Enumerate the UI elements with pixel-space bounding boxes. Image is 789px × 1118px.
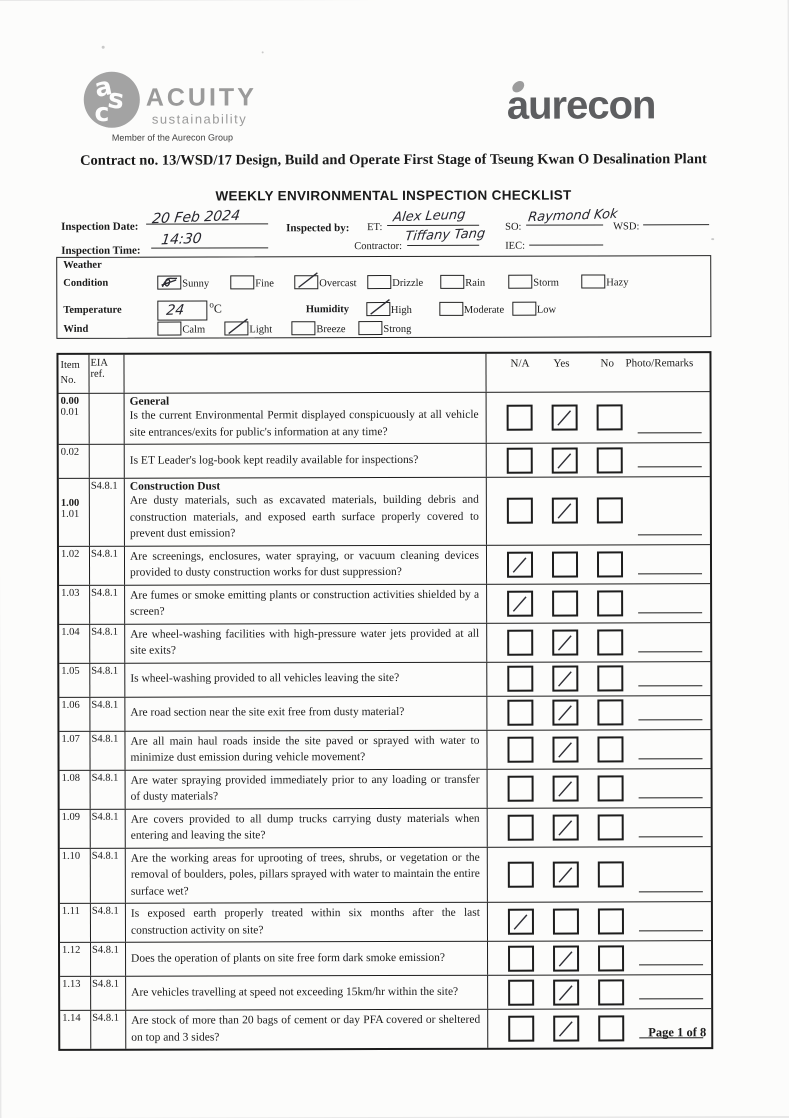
weather-title: Weather (63, 259, 102, 271)
header-item-no: Item No. (58, 355, 89, 393)
eia-ref-cell: S4.8.1 (91, 977, 126, 1010)
checkbox-yes (553, 861, 579, 887)
checkbox-yes (552, 736, 578, 762)
checkmark-icon (555, 1018, 577, 1040)
remarks-line (639, 998, 703, 999)
checklist-row (59, 695, 710, 731)
checks-cell (488, 902, 711, 941)
temperature-label: Temperature (63, 304, 122, 316)
weather-option-label: Moderate (463, 304, 505, 316)
checkmark-icon (555, 816, 577, 838)
contractor-handwriting: Tiffany Tang (404, 226, 487, 245)
weather-option-label: Overcast (319, 278, 357, 290)
checks-cell (487, 696, 710, 730)
weather-wind-row (63, 321, 425, 336)
degree-symbol: o (209, 298, 214, 309)
checkbox-na (508, 775, 534, 801)
checklist-table (56, 351, 713, 1051)
checkbox-na (507, 498, 533, 524)
question-text: Are screenings, enclosures, water spraying, or vacuum cleaning devices provided to dusty construction works for dust suppression? (129, 549, 480, 579)
eia-ref-cell: S4.8.1 (91, 904, 126, 942)
checkbox-na (507, 590, 533, 616)
remarks-line (639, 836, 703, 837)
checklist-row (59, 729, 710, 770)
checks-cell (488, 808, 711, 847)
checklist-row (60, 846, 711, 903)
weather-checkbox (440, 275, 464, 289)
checkmark-icon (554, 500, 576, 522)
checkbox-no (597, 404, 623, 430)
remarks-line (639, 930, 703, 931)
checks-cell (487, 662, 710, 696)
weather-section (56, 255, 711, 339)
weather-option-label: Light (249, 324, 273, 336)
checkbox-no (598, 908, 624, 934)
checklist-row (59, 442, 710, 478)
checkmark-icon (510, 911, 532, 933)
svg-text:c: c (94, 98, 110, 128)
weather-option (508, 275, 581, 289)
checks-cell (488, 941, 711, 975)
item-no: 1.02 (60, 548, 80, 560)
condition-label: Condition (63, 277, 109, 289)
checkbox-yes (552, 666, 578, 692)
question-text: Does the operation of plants on site free form dark smoke emission? (131, 951, 445, 965)
item-no-cell (60, 809, 91, 847)
checks-cell (487, 623, 710, 662)
et-handwriting: Alex Leung (392, 207, 467, 226)
checks-cell (487, 730, 710, 769)
checkmark-icon (554, 631, 576, 653)
remarks-line (638, 685, 702, 686)
checkbox-no (597, 699, 623, 725)
header-no: No (600, 357, 614, 370)
weather-option-label: Breeze (316, 324, 346, 336)
checkbox-no (598, 775, 624, 801)
checkbox-no (597, 551, 623, 577)
weather-checkbox (367, 275, 391, 289)
checklist-row (59, 583, 710, 624)
remarks-line (638, 573, 702, 574)
question-text: Are all main haul roads inside the site paved or sprayed with water to minimize dust emission during vehicle movement? (130, 734, 480, 764)
checkbox-yes (553, 1016, 579, 1042)
item-no: 1.11 (61, 905, 80, 917)
iec-field (529, 229, 603, 245)
question-text: Are wheel-washing facilities with high-pressure water jets provided at all site exits? (130, 627, 480, 657)
item-no: 1.07 (61, 733, 80, 745)
so-handwriting: Raymond Kok (527, 206, 619, 226)
checklist-row (60, 807, 711, 848)
item-no: 1.08 (61, 772, 80, 784)
item-no: 1.04 (61, 626, 80, 638)
checklist-row (60, 1008, 711, 1049)
temperature-unit (209, 299, 222, 316)
checkmark-icon (554, 407, 576, 429)
question-cell (125, 696, 487, 730)
question-text: Are vehicles travelling at speed not exceeding 15km/hr within the site? (131, 985, 459, 999)
weather-checkbox (157, 276, 181, 290)
checklist-row (59, 391, 710, 444)
item-no: 1.06 (61, 699, 80, 711)
weather-option (294, 275, 367, 289)
checks-cell (488, 769, 711, 808)
temperature-field (157, 300, 207, 320)
eia-ref-cell (90, 394, 125, 444)
checkbox-na (507, 736, 533, 762)
section-heading: Construction Dust (129, 480, 221, 493)
temperature-handwriting: 24 (165, 302, 186, 319)
checkmark-icon (509, 553, 531, 575)
checkmark-icon (509, 592, 531, 614)
item-no-cell (59, 624, 90, 662)
weather-option-label: Sunny (182, 278, 210, 290)
question-text: Are fumes or smoke emitting plants or construction activities shielded by a screen? (130, 588, 480, 618)
inspection-date-handwriting: 20 Feb 2024 (151, 207, 241, 228)
svg-text:s: s (105, 83, 127, 117)
item-no-section: 1.00 (60, 497, 80, 509)
item-no: 1.14 (62, 1012, 81, 1024)
checklist-row (60, 940, 711, 976)
eia-ref-cell: S4.8.1 (90, 663, 125, 696)
acuity-wordmark: ACUITY (145, 83, 257, 112)
question-cell (125, 623, 487, 662)
wsd-field (643, 209, 709, 225)
question-text: Are water spraying provided immediately prior to any loading or transfer of dusty materials? (130, 773, 480, 803)
question-text: Is ET Leader's log-book kept readily available for inspections? (129, 453, 419, 467)
question-cell (126, 769, 488, 808)
checkbox-yes (552, 405, 578, 431)
checklist-row (60, 901, 711, 942)
item-no: 1.13 (62, 978, 81, 990)
item-no-cell (59, 663, 90, 696)
question-cell (126, 1010, 488, 1049)
item-no-cell (60, 977, 91, 1010)
checkbox-na (507, 405, 533, 431)
checkbox-no (598, 861, 624, 887)
item-no: 1.03 (61, 587, 80, 599)
weather-option-label: Drizzle (392, 277, 424, 290)
remarks-line (639, 964, 703, 965)
checks-cell (487, 584, 710, 623)
header-checks-col (486, 353, 709, 392)
checkmark-icon (554, 449, 576, 471)
checklist-row (59, 661, 710, 697)
weather-option (439, 302, 512, 316)
question-cell (125, 662, 487, 696)
question-cell (125, 444, 487, 478)
weather-option (512, 302, 585, 316)
contract-title: Contract no. 13/WSD/17 Design, Build and Operate First Stage of Tseung Kwan O Desalination Plant (80, 151, 707, 169)
weather-option (291, 321, 358, 335)
weather-checkbox (157, 322, 181, 336)
checkmark-icon (554, 702, 576, 724)
weather-checkbox (581, 274, 605, 288)
svg-text:a: a (91, 71, 115, 104)
question-cell (126, 808, 488, 847)
weather-checkbox (291, 321, 315, 335)
weather-option-label: High (390, 304, 412, 317)
remarks-line (638, 534, 702, 535)
header-yes: Yes (553, 357, 570, 370)
item-no-cell (60, 943, 91, 976)
weather-option-label: Storm (533, 277, 559, 289)
checkbox-yes (553, 814, 579, 840)
remarks-line (638, 466, 702, 467)
remarks-line (638, 719, 702, 720)
checkmark-icon (225, 322, 247, 334)
aurecon-wordmark: aurecon (506, 83, 656, 128)
eia-ref-cell: S4.8.1 (91, 1011, 126, 1049)
checkbox-na (507, 629, 533, 655)
checks-cell (488, 975, 711, 1009)
checkmark-icon (555, 981, 577, 1003)
weather-checkbox (439, 302, 463, 316)
humidity-label: Humidity (305, 303, 350, 315)
item-no-cell (59, 479, 90, 546)
remarks-line (638, 651, 702, 652)
eia-ref-cell: S4.8.1 (91, 770, 126, 808)
checkbox-no (598, 1015, 624, 1041)
item-no-cell (60, 1011, 91, 1049)
weather-option (157, 321, 224, 335)
remarks-line (639, 797, 703, 798)
weather-checkbox (294, 275, 318, 289)
question-text: Is the current Environmental Permit displayed conspicuously at all vehicle site entrances/exits for public's information at any time? (129, 408, 479, 439)
weather-checkbox (366, 302, 390, 316)
item-no: 0.01 (60, 406, 80, 418)
checkmark-icon (554, 668, 576, 690)
inspection-time-label: Inspection Time: (61, 244, 141, 257)
checklist-row (60, 974, 711, 1010)
inspected-by-label: Inspected by: (286, 222, 350, 235)
weather-option (367, 275, 440, 289)
eia-ref-cell (90, 445, 125, 478)
question-cell (125, 584, 487, 623)
question-cell (125, 730, 487, 769)
checkbox-na (508, 814, 534, 840)
checklist-row (59, 476, 710, 545)
eia-ref-cell: S4.8.1 (90, 479, 125, 546)
inspection-time-handwriting: 14:30 (160, 230, 203, 249)
checkbox-yes (553, 979, 579, 1005)
header-na: N/A (510, 357, 530, 370)
checkbox-yes (553, 775, 579, 801)
item-no-cell (59, 585, 90, 623)
celsius-symbol: C (213, 300, 222, 315)
wsd-label: WSD: (613, 221, 640, 233)
item-no: 1.05 (61, 665, 80, 677)
item-no-cell (60, 770, 91, 808)
scribble-check-icon (158, 277, 180, 289)
remarks-line (639, 758, 703, 759)
item-no-cell (60, 904, 91, 942)
acuity-member-label: Member of the Aurecon Group (111, 132, 233, 143)
section-heading: General (129, 395, 170, 408)
acuity-sustainability-label: sustainability (151, 111, 248, 127)
so-label: SO: (505, 221, 522, 233)
header-photo-remarks: Photo/Remarks (625, 357, 694, 370)
checkbox-no (597, 629, 623, 655)
checkbox-no (598, 979, 624, 1005)
checklist-row (59, 544, 710, 585)
item-no-cell (59, 731, 90, 769)
weather-option (366, 302, 439, 316)
item-no-cell (59, 546, 90, 584)
checks-cell (487, 392, 710, 443)
item-no: 1.10 (61, 850, 81, 862)
weather-checkbox (230, 275, 254, 289)
question-cell (125, 545, 487, 584)
checkbox-na (508, 861, 534, 887)
checkmark-icon (555, 863, 577, 885)
eia-ref-cell: S4.8.1 (90, 546, 125, 584)
checkbox-yes (553, 909, 579, 935)
weather-option (440, 275, 508, 289)
checkbox-yes (552, 700, 578, 726)
question-cell (126, 976, 488, 1010)
weather-option (157, 275, 230, 289)
checkbox-no (597, 736, 623, 762)
checkbox-na (507, 700, 533, 726)
checkbox-na (507, 447, 533, 473)
checks-cell (487, 545, 710, 584)
checkmark-icon (555, 777, 577, 799)
checkbox-yes (552, 590, 578, 616)
eia-ref-cell: S4.8.1 (90, 731, 125, 769)
item-no: 1.09 (61, 811, 81, 823)
checkbox-na (507, 666, 533, 692)
remarks-line (638, 432, 702, 433)
checkbox-na (508, 909, 534, 935)
question-text: Is wheel-washing provided to all vehicles leaving the site? (130, 672, 400, 685)
weather-option-label: Low (536, 304, 557, 316)
checkbox-yes (552, 629, 578, 655)
weather-checkbox (508, 275, 532, 289)
item-no-cell (59, 445, 90, 478)
iec-label: IEC: (505, 240, 526, 252)
checkbox-yes (553, 945, 579, 971)
question-cell (125, 393, 487, 444)
question-cell (126, 847, 488, 902)
checkbox-yes (552, 447, 578, 473)
checkbox-no (597, 498, 623, 524)
weather-option-label: Fine (255, 278, 274, 290)
checkbox-na (508, 1016, 534, 1042)
weather-option-label: Calm (182, 324, 206, 336)
inspection-date-label: Inspection Date: (61, 220, 139, 233)
checkbox-na (507, 551, 533, 577)
table-header-row (58, 353, 709, 393)
weather-option-label: Hazy (606, 277, 629, 289)
contractor-label: Contractor: (354, 240, 403, 253)
header-question-col (124, 354, 486, 393)
question-cell (126, 942, 488, 976)
eia-ref-cell: S4.8.1 (91, 809, 126, 847)
weather-option (230, 275, 294, 289)
checkmark-icon (555, 947, 577, 969)
weather-temperature-row (63, 298, 585, 321)
checklist-title: WEEKLY ENVIRONMENTAL INSPECTION CHECKLIST (215, 187, 572, 204)
question-text: Are stock of more than 20 bags of cement or day PFA covered or sheltered on top and 3 sides? (131, 1013, 481, 1044)
checks-cell (487, 443, 710, 477)
checklist-row (59, 622, 710, 663)
wind-label: Wind (63, 323, 89, 335)
question-text: Are the working areas for uprooting of trees, shrubs, or vegetation or the removal of boulders, poles, pillars sprayed with water to maintain the entire surface wet? (130, 851, 480, 898)
item-no: 1.12 (62, 944, 81, 956)
weather-condition-row (63, 274, 654, 290)
checkbox-no (597, 590, 623, 616)
weather-option-label: Rain (465, 277, 486, 289)
question-text: Is exposed earth properly treated within six months after the last construction activity on site? (130, 906, 480, 937)
weather-option (358, 321, 425, 335)
eia-ref-cell: S4.8.1 (90, 624, 125, 662)
checkbox-yes (552, 498, 578, 524)
weather-checkbox (512, 302, 536, 316)
question-text: Are covers provided to all dump trucks carrying dusty materials when entering and leaving the site? (130, 812, 480, 842)
item-no: 0.02 (60, 446, 80, 458)
acuity-logo-icon (83, 71, 141, 129)
checklist-row (60, 768, 711, 809)
checkbox-no (597, 665, 623, 691)
item-no-cell (59, 697, 90, 730)
checkbox-na (508, 945, 534, 971)
eia-ref-cell: S4.8.1 (91, 848, 126, 903)
eia-ref-cell: S4.8.1 (90, 697, 125, 730)
weather-option (224, 321, 291, 335)
item-no-section: 0.00 (60, 395, 79, 407)
checkmark-icon (295, 276, 317, 288)
weather-option-label: Strong (383, 323, 412, 336)
checkbox-no (598, 814, 624, 840)
checkbox-no (598, 945, 624, 971)
weather-option (581, 274, 654, 288)
checkbox-na (508, 979, 534, 1005)
question-text: Are dusty materials, such as excavated materials, building debris and construction materials, and exposed earth surface properly covered to prevent dust emission? (129, 493, 479, 540)
eia-ref-cell: S4.8.1 (91, 943, 126, 976)
checkmark-icon (367, 303, 389, 315)
checks-cell (487, 477, 710, 544)
checkmark-icon (554, 738, 576, 760)
question-cell (125, 478, 487, 545)
checkbox-yes (552, 551, 578, 577)
remarks-line (639, 891, 703, 892)
question-cell (126, 903, 488, 942)
checkbox-no (597, 447, 623, 473)
weather-checkbox (224, 321, 248, 335)
item-no-cell (59, 394, 90, 444)
checks-cell (488, 847, 711, 902)
weather-checkbox (358, 321, 382, 335)
page-number: Page 1 of 8 (648, 1025, 707, 1040)
eia-ref-cell: S4.8.1 (90, 585, 125, 623)
et-label: ET: (367, 222, 383, 234)
remarks-line (638, 612, 702, 613)
item-no: 1.01 (60, 508, 80, 520)
question-text: Are road section near the site exit free from dusty material? (130, 706, 405, 719)
header-eia-ref: EIA ref. (89, 355, 124, 393)
item-no-cell (60, 848, 91, 903)
